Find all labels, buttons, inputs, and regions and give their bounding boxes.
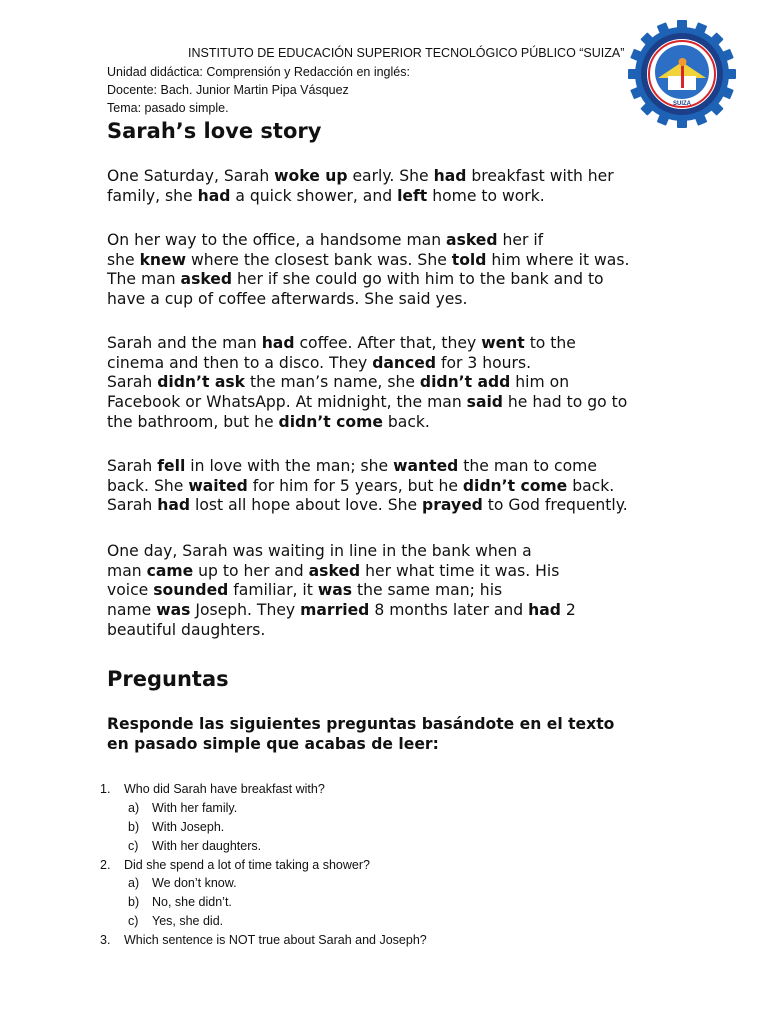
story-paragraph-1: One Saturday, Sarah woke up early. She had breakfast with her family, she had a quick shower, and left home to work. (107, 167, 614, 205)
story-paragraph-5: One day, Sarah was waiting in line in the bank when a man came up to her and asked her what time it was. His voice sounded familiar, it was the same man; his name was Joseph. They married 8 months later and had 2 beautiful daughters. (107, 542, 576, 639)
question-list (100, 780, 660, 950)
option-2a: a) We don’t know. (128, 876, 237, 891)
option-1b: b) With Joseph. (128, 819, 225, 834)
option-2b: b) No, she didn’t. (128, 895, 232, 910)
story-paragraph-2: On her way to the office, a handsome man asked her if she knew where the closest bank was. She told him where it was. The man asked her if she could go with him to the bank and to have a cup of coffee afterwards. She said yes. (107, 231, 630, 309)
question-text: Which sentence is NOT true about Sarah and Joseph? (124, 933, 427, 948)
course-unit: Unidad didáctica: Comprensión y Redacción en inglés: (107, 65, 410, 79)
questions-instructions: Responde las siguientes preguntas basándote en el texto en pasado simple que acabas de leer: (107, 715, 615, 753)
question-text: Who did Sarah have breakfast with? (124, 782, 325, 796)
question-text: Did she spend a lot of time taking a shower? (124, 857, 370, 872)
option-1c: c) With her daughters. (128, 838, 262, 853)
story-title: Sarah’s love story (107, 119, 322, 143)
teacher-name: Docente: Bach. Junior Martin Pipa Vásquez (107, 83, 349, 97)
option-2c: c) Yes, she did. (128, 914, 224, 929)
question-1: 1. Who did Sarah have breakfast with? (100, 780, 660, 799)
option-1a: a) With her family. (128, 800, 238, 815)
question-2: 2. Did she spend a lot of time taking a shower? (100, 856, 660, 875)
story-paragraph-3: Sarah and the man had coffee. After that, they went to the cinema and then to a disco. They danced for 3 hours. Sarah didn’t ask the man’s name, she didn’t add him on Facebook or WhatsApp. At midnight, the man said he had to go to the bathroom, but he didn’t come back. (107, 334, 628, 431)
story-paragraph-4: Sarah fell in love with the man; she wanted the man to come back. She waited for him for 5 years, but he didn’t come back. Sarah had lost all hope about love. She prayed to God frequently. (107, 457, 628, 515)
institute-logo (628, 20, 736, 128)
topic: Tema: pasado simple. (107, 101, 229, 115)
logo-text: SUIZA (673, 101, 691, 107)
questions-title: Preguntas (107, 667, 229, 691)
question-3: 3. Which sentence is NOT true about Sarah and Joseph? (100, 931, 660, 950)
institute-name: INSTITUTO DE EDUCACIÓN SUPERIOR TECNOLÓGICO PÚBLICO “SUIZA” (188, 46, 625, 60)
